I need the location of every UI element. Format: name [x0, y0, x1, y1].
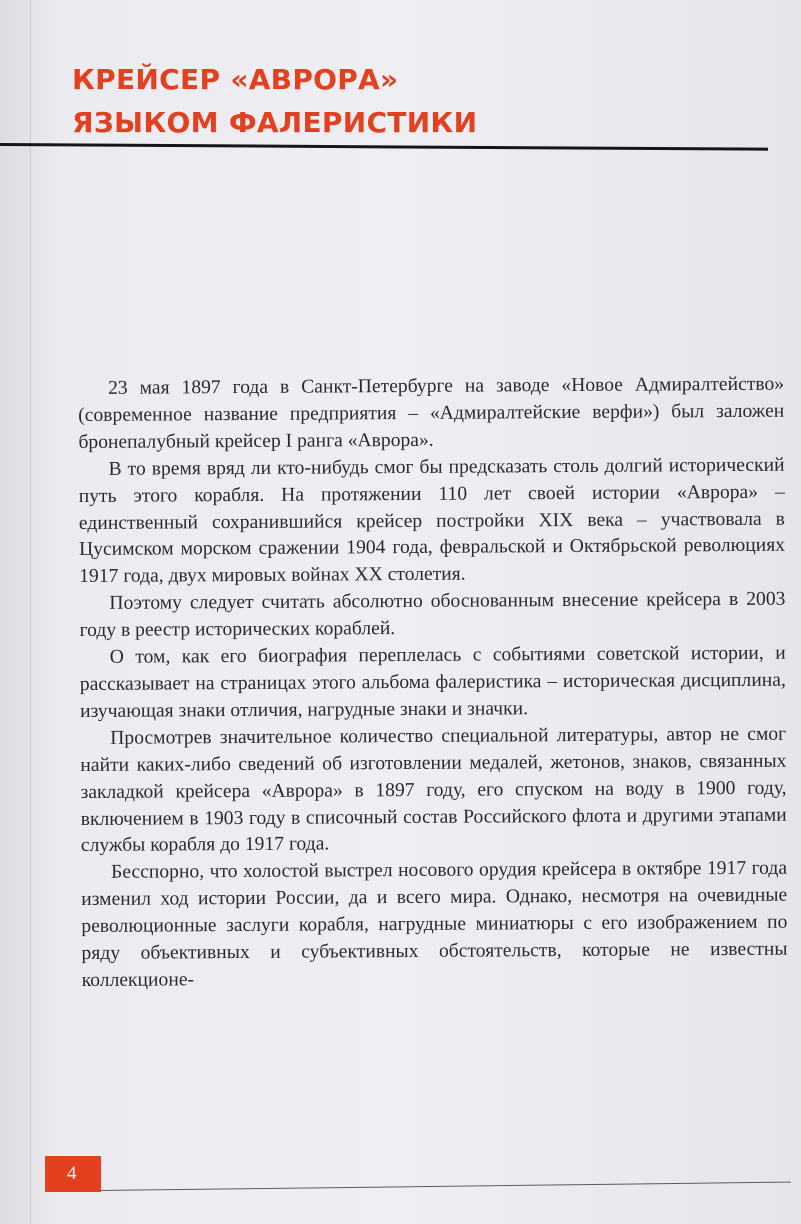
- paragraph-6: Бесспорно, что холостой выстрел носового орудия крейсера в октябре 1917 года изменил ход истории России, да и всего мира. Однако, несмотря на очевидные революционные заслуги корабля, нагрудные миниатюры с его изображением по ряду объективных и субъективных обстоятельств, которые не известны коллекционе-: [81, 857, 788, 991]
- footer-rule: [101, 1182, 791, 1191]
- chapter-title-line-1: КРЕЙСЕР «АВРОРА»: [72, 63, 399, 96]
- page-number-box: [45, 1156, 101, 1192]
- paragraph-5: Просмотрев значительное количество специальной литературы, автор не смог найти каких-либо сведений об изготовлении медалей, жетонов, знаков, связанных закладкой крейсера «Аврора» в 1897 году, его спуском на воду в 1900 году, включением в 1903 году в списочный состав Российского флота и другими этапами службы корабля до 1917 года.: [80, 723, 787, 857]
- title-underline: [0, 143, 768, 151]
- paragraph-3: Поэтому следует считать абсолютно обоснованным внесение крейсера в 2003 году в реестр исторических кораблей.: [79, 588, 786, 642]
- chapter-title: [72, 58, 477, 144]
- chapter-title-line-2: ЯЗЫКОМ ФАЛЕРИСТИКИ: [72, 106, 478, 139]
- body-text: [78, 372, 788, 995]
- page-number: 4: [67, 1163, 77, 1184]
- paragraph-1: 23 мая 1897 года в Санкт-Петербурге на заводе «Новое Адмиралтейство» (современное название предприятия – «Адмиралтейские верфи») был заложен бронепалубный крейсер I ранга «Аврора».: [78, 373, 785, 453]
- page-spine-shadow: [30, 0, 31, 1224]
- paragraph-4: О том, как его биография переплелась с событиями советской истории, и рассказывает на страницах этого альбома фалеристика – историческая дисциплина, изучающая знаки отличия, нагрудные знаки и значки.: [79, 642, 786, 722]
- paragraph-2: В то время вряд ли кто-нибудь смог бы предсказать столь долгий исторический путь этого корабля. На протяжении 110 лет своей истории «Аврора» – единственный сохранившийся крейсер постройки XIX века – участвовала в Цусимском морском сражении 1904 года, февральской и Октябрьской революциях 1917 года, двух мировых войнах XX столетия.: [78, 454, 786, 588]
